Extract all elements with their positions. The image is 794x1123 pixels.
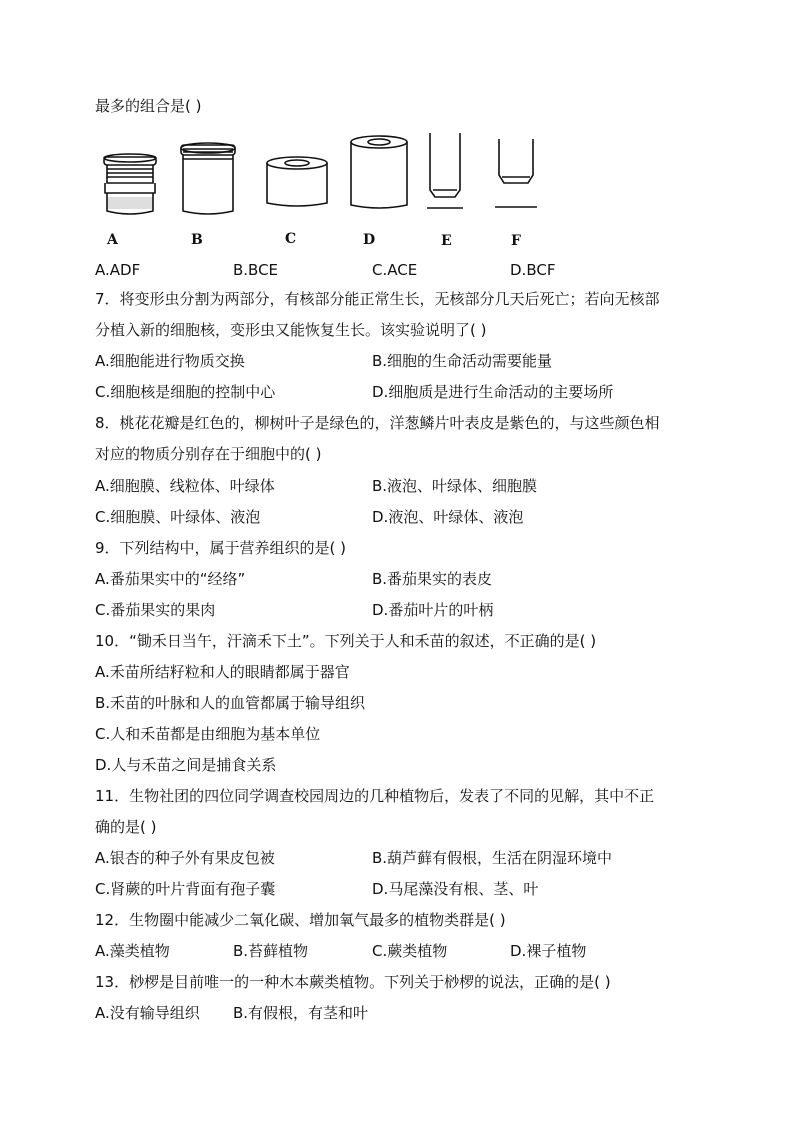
q10-option-a: A.禾苗所结籽粒和人的眼睛都属于器官 <box>95 663 350 681</box>
q12-option-d: D.裸子植物 <box>510 942 587 960</box>
q8-option-b: B.液泡、叶绿体、细胞膜 <box>372 477 538 495</box>
q6-option-b: B.BCE <box>233 261 279 279</box>
q9-option-a: A.番茄果实中的“经络” <box>95 570 246 588</box>
q7-stem-line1: 7．将变形虫分割为两部分，有核部分能正常生长，无核部分几天后死亡；若向无核部 <box>95 290 660 308</box>
label-d: D <box>363 232 376 248</box>
q10-option-c: C.人和禾苗都是由细胞为基本单位 <box>95 725 321 743</box>
q7-option-c: C.细胞核是细胞的控制中心 <box>95 383 276 401</box>
q10-stem: 10．“锄禾日当午，汗滴禾下土”。下列关于人和禾苗的叙述，不正确的是( ) <box>95 632 597 650</box>
label-e: E <box>441 233 452 249</box>
lens-e-icon <box>427 133 463 208</box>
lens-d-icon <box>351 136 407 208</box>
q6-option-a: A.ADF <box>95 261 141 279</box>
q8-stem-line2: 对应的物质分别存在于细胞中的( ) <box>95 445 322 463</box>
lens-f-icon <box>495 139 537 207</box>
q6-stem-end: 最多的组合是( ) <box>95 97 202 115</box>
q10-option-b: B.禾苗的叶脉和人的血管都属于输导组织 <box>95 694 366 712</box>
q7-option-d: D.细胞质是进行生命活动的主要场所 <box>372 383 614 401</box>
q12-option-a: A.藻类植物 <box>95 942 170 960</box>
q8-option-d: D.液泡、叶绿体、液泡 <box>372 508 524 526</box>
q13-option-b: B.有假根，有茎和叶 <box>233 1004 369 1022</box>
label-a: A <box>107 232 118 248</box>
q11-stem-line2: 确的是( ) <box>95 818 157 836</box>
q8-option-c: C.细胞膜、叶绿体、液泡 <box>95 508 261 526</box>
lens-b-icon <box>181 143 235 214</box>
q8-stem-line1: 8．桃花花瓣是红色的，柳树叶子是绿色的，洋葱鳞片叶表皮是紫色的，与这些颜色相 <box>95 414 660 432</box>
q6-option-d: D.BCF <box>510 261 556 279</box>
q7-stem-line2: 分植入新的细胞核，变形虫又能恢复生长。该实验说明了( ) <box>95 321 487 339</box>
q13-stem: 13．桫椤是目前唯一的一种木本蕨类植物。下列关于桫椤的说法，正确的是( ) <box>95 973 611 991</box>
q7-option-b: B.细胞的生命活动需要能量 <box>372 352 553 370</box>
label-c: C <box>285 231 297 247</box>
q13-option-a: A.没有输导组织 <box>95 1004 200 1022</box>
lens-a-icon <box>104 154 156 214</box>
q12-option-b: B.苔藓植物 <box>233 942 309 960</box>
q9-stem: 9．下列结构中，属于营养组织的是( ) <box>95 539 347 557</box>
q11-stem-line1: 11．生物社团的四位同学调查校园周边的几种植物后，发表了不同的见解，其中不正 <box>95 787 655 805</box>
q9-option-c: C.番茄果实的果肉 <box>95 601 216 619</box>
q8-option-a: A.细胞膜、线粒体、叶绿体 <box>95 477 275 495</box>
q7-option-a: A.细胞能进行物质交换 <box>95 352 245 370</box>
label-b: B <box>191 232 203 248</box>
lens-figure <box>95 125 555 260</box>
q11-option-a: A.银杏的种子外有果皮包被 <box>95 849 275 867</box>
q12-option-c: C.蕨类植物 <box>372 942 448 960</box>
q9-option-b: B.番茄果实的表皮 <box>372 570 493 588</box>
q10-option-d: D.人与禾苗之间是捕食关系 <box>95 756 277 774</box>
q9-option-d: D.番茄叶片的叶柄 <box>372 601 494 619</box>
q11-option-b: B.葫芦藓有假根，生活在阴湿环境中 <box>372 849 613 867</box>
label-f: F <box>511 233 521 249</box>
q11-option-d: D.马尾藻没有根、茎、叶 <box>372 880 539 898</box>
lens-c-icon <box>267 157 327 206</box>
q12-stem: 12．生物圈中能减少二氧化碳、增加氧气最多的植物类群是( ) <box>95 911 506 929</box>
q6-option-c: C.ACE <box>372 261 418 279</box>
q11-option-c: C.肾蕨的叶片背面有孢子囊 <box>95 880 276 898</box>
